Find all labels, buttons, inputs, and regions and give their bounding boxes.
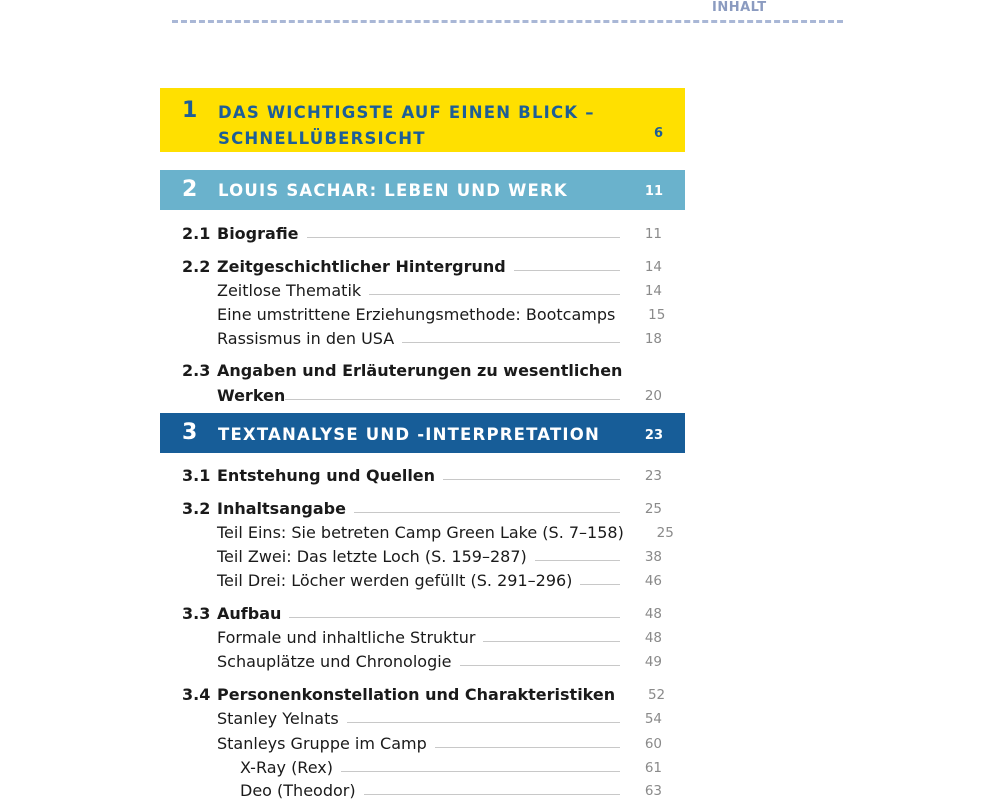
section-title: Personenkonstellation und Charakteristiken: [217, 684, 616, 704]
page-number: 63: [644, 783, 662, 799]
toc-entry-3-4-b[interactable]: [217, 732, 662, 754]
toc-entry-3-1[interactable]: [182, 464, 662, 486]
leader-line: [289, 617, 620, 618]
chapter-2-title: LOUIS SACHAR: LEBEN UND WERK: [218, 181, 568, 200]
section-number: 3.3: [182, 603, 211, 623]
chapter-1-title: [218, 100, 595, 152]
section-number: 2.3: [182, 361, 211, 380]
section-title: Entstehung und Quellen: [217, 465, 436, 485]
toc-entry-3-2-c[interactable]: [217, 569, 662, 591]
toc-entry-2-2-c[interactable]: [217, 327, 662, 349]
chapter-2-band[interactable]: [160, 170, 685, 210]
leader-line: [354, 512, 620, 513]
leader-line: [435, 747, 620, 748]
chapter-3-band[interactable]: [160, 413, 685, 453]
leader-line: [460, 665, 620, 666]
page-number: 48: [644, 606, 662, 622]
page-number: 52: [647, 687, 666, 703]
page-number: 46: [644, 573, 662, 589]
toc-entry-2-3-line2[interactable]: [217, 384, 662, 406]
section-number: 2.1: [182, 223, 211, 243]
leader-line: [347, 722, 620, 723]
toc-entry-3-3[interactable]: [182, 602, 662, 624]
chapter-1-title-line2: SCHNELLÜBERSICHT: [218, 129, 426, 148]
leader-line: [307, 237, 620, 238]
page-number: 38: [644, 549, 662, 565]
section-number: 3.1: [182, 465, 211, 485]
page-number: 11: [644, 226, 662, 242]
leader-line: [369, 294, 620, 295]
page-number: 61: [644, 760, 662, 776]
chapter-1-band[interactable]: [160, 88, 685, 152]
page-number: 49: [644, 654, 662, 670]
toc-entry-3-2[interactable]: [182, 497, 662, 519]
page-number: 14: [644, 259, 662, 275]
page-header-label: INHALT: [712, 0, 767, 15]
section-number: 3.2: [182, 498, 211, 518]
chapter-2-page: 11: [644, 184, 663, 199]
leader-line: [580, 584, 620, 585]
chapter-1-page: 6: [653, 126, 663, 141]
chapter-1-number: 1: [182, 98, 198, 123]
toc-entry-3-4-c[interactable]: [240, 756, 662, 778]
section-title: Aufbau: [217, 603, 282, 623]
toc-entry-2-2-b[interactable]: [217, 303, 666, 325]
section-title: Biografie: [217, 223, 299, 243]
section-number: 3.4: [182, 684, 211, 704]
subsection-title: Deo (Theodor): [240, 780, 356, 800]
chapter-1-title-line1: DAS WICHTIGSTE AUF EINEN BLICK –: [218, 103, 595, 122]
page-number: 15: [648, 307, 666, 323]
subsection-title: Stanleys Gruppe im Camp: [217, 733, 427, 753]
subsection-title: Eine umstrittene Erziehungsmethode: Bootcamps: [217, 304, 616, 324]
page-number: 60: [644, 736, 662, 752]
toc-entry-2-3-line1[interactable]: [182, 361, 622, 380]
subsection-title: Zeitlose Thematik: [217, 280, 362, 300]
leader-line: [535, 560, 620, 561]
chapter-2-number: 2: [182, 177, 198, 202]
page-number: 18: [644, 331, 662, 347]
leader-line: [483, 641, 620, 642]
subsection-title: Stanley Yelnats: [217, 708, 339, 728]
toc-entry-2-2-a[interactable]: [217, 279, 662, 301]
toc-entry-3-4-a[interactable]: [217, 707, 662, 729]
toc-entry-3-3-a[interactable]: [217, 626, 662, 648]
page-number: 54: [644, 711, 662, 727]
page-number: 25: [644, 501, 662, 517]
section-title-line2: Werken: [217, 385, 286, 405]
header-dashed-rule: [172, 20, 843, 23]
toc-entry-3-4[interactable]: [182, 683, 666, 705]
leader-line: [364, 794, 620, 795]
leader-line: [443, 479, 620, 480]
subsection-title: Teil Eins: Sie betreten Camp Green Lake (S. 7–158): [217, 522, 624, 542]
chapter-3-page: 23: [644, 428, 663, 443]
section-number: 2.2: [182, 256, 211, 276]
toc-entry-3-3-b[interactable]: [217, 650, 662, 672]
toc-entry-3-2-a[interactable]: [217, 521, 674, 543]
chapter-3-title: TEXTANALYSE UND -INTERPRETATION: [218, 425, 600, 444]
chapter-3-number: 3: [182, 420, 198, 445]
section-title-line1: Angaben und Erläuterungen zu wesentlichen: [217, 361, 623, 380]
leader-line: [514, 270, 620, 271]
subsection-title: Formale und inhaltliche Struktur: [217, 627, 476, 647]
leader-line: [402, 342, 620, 343]
toc-entry-2-2[interactable]: [182, 255, 662, 277]
page-number: 25: [656, 525, 674, 541]
section-title: Inhaltsangabe: [217, 498, 346, 518]
subsection-title: Teil Zwei: Das letzte Loch (S. 159–287): [217, 546, 527, 566]
section-title: Zeitgeschichtlicher Hintergrund: [217, 256, 506, 276]
toc-entry-3-2-b[interactable]: [217, 545, 662, 567]
subsection-title: Teil Drei: Löcher werden gefüllt (S. 291–296): [217, 570, 573, 590]
page-number: 14: [644, 283, 662, 299]
page-number: 48: [644, 630, 662, 646]
leader-line: [341, 771, 620, 772]
leader-line: [285, 399, 620, 400]
toc-entry-3-4-d[interactable]: [240, 779, 662, 801]
toc-entry-2-1[interactable]: [182, 222, 662, 244]
subsection-title: Schauplätze und Chronologie: [217, 651, 452, 671]
subsection-title: Rassismus in den USA: [217, 328, 395, 348]
page-number: 23: [644, 468, 662, 484]
subsection-title: X-Ray (Rex): [240, 757, 333, 777]
page-number: 20: [644, 388, 662, 404]
